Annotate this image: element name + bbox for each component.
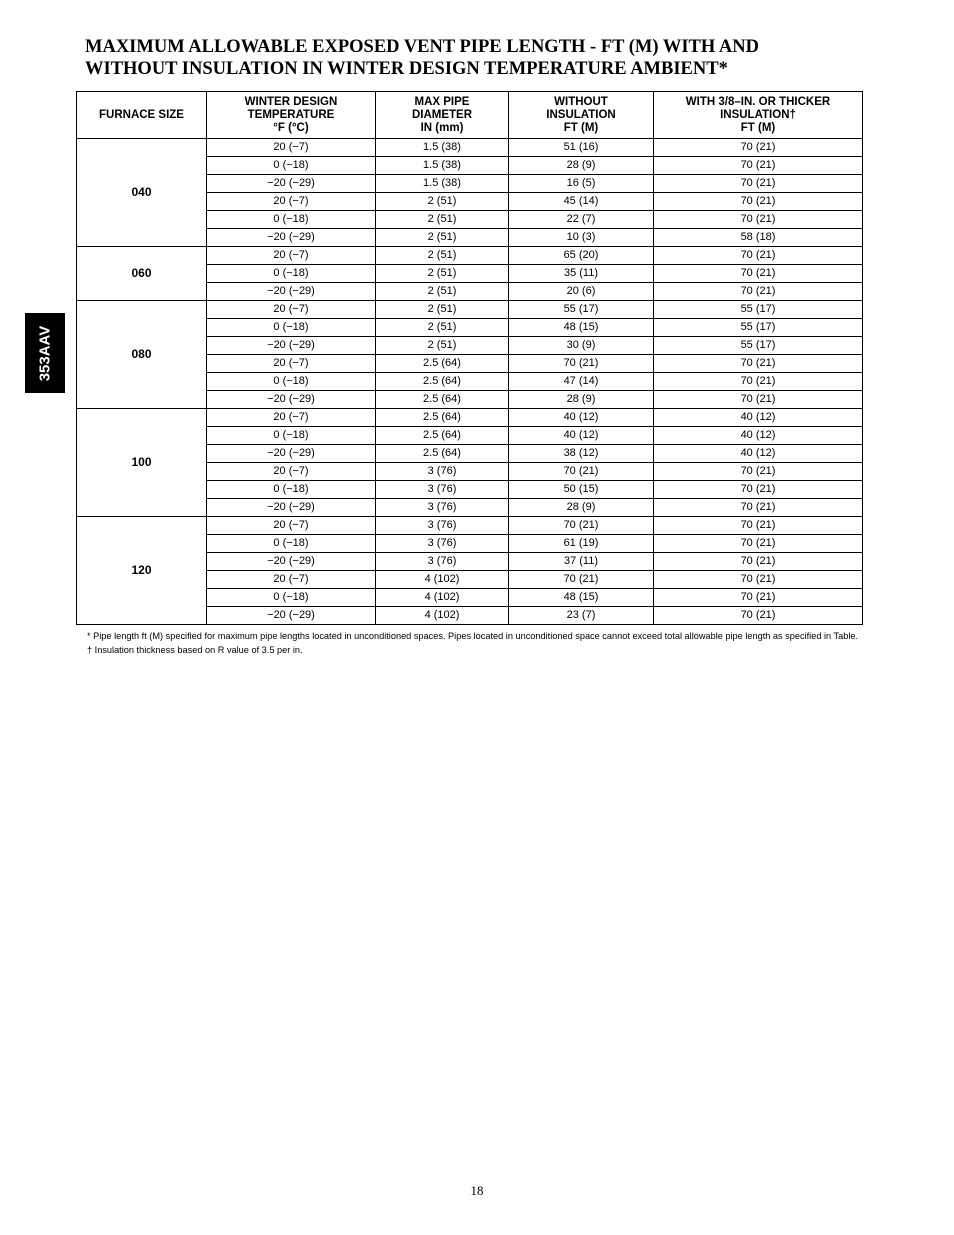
temp-cell: 0 (−18) [207,319,376,337]
with-insulation-cell: 70 (21) [654,499,863,517]
with-insulation-cell: 70 (21) [654,463,863,481]
temp-cell: −20 (−29) [207,337,376,355]
title-line-1: MAXIMUM ALLOWABLE EXPOSED VENT PIPE LENGTH - FT (M) WITH AND [85,37,759,57]
without-insulation-cell: 16 (5) [509,175,654,193]
temp-cell: 20 (−7) [207,301,376,319]
with-insulation-cell: 70 (21) [654,211,863,229]
diameter-cell: 1.5 (38) [376,157,509,175]
temp-cell: −20 (−29) [207,607,376,625]
without-insulation-cell: 51 (16) [509,139,654,157]
with-insulation-cell: 70 (21) [654,535,863,553]
without-insulation-cell: 23 (7) [509,607,654,625]
diameter-cell: 2 (51) [376,283,509,301]
temp-cell: 0 (−18) [207,481,376,499]
temp-cell: −20 (−29) [207,229,376,247]
temp-cell: 20 (−7) [207,409,376,427]
temp-cell: −20 (−29) [207,391,376,409]
with-insulation-cell: 70 (21) [654,157,863,175]
furnace-size-cell: 060 [77,247,207,301]
furnace-size-cell: 040 [77,139,207,247]
diameter-cell: 2 (51) [376,301,509,319]
with-insulation-cell: 70 (21) [654,355,863,373]
diameter-cell: 3 (76) [376,535,509,553]
temp-cell: 20 (−7) [207,517,376,535]
page-title [85,36,885,80]
with-insulation-cell: 70 (21) [654,481,863,499]
with-insulation-cell: 70 (21) [654,139,863,157]
diameter-cell: 4 (102) [376,571,509,589]
diameter-cell: 2 (51) [376,247,509,265]
without-insulation-cell: 28 (9) [509,157,654,175]
temp-cell: 20 (−7) [207,139,376,157]
temp-cell: 0 (−18) [207,211,376,229]
with-insulation-cell: 70 (21) [654,193,863,211]
header-with-insulation: WITH 3/8–IN. OR THICKER INSULATION† FT (M) [654,92,863,139]
page-number: 18 [470,1183,484,1198]
diameter-cell: 2.5 (64) [376,427,509,445]
temp-cell: 0 (−18) [207,535,376,553]
table-row [77,301,863,319]
with-insulation-cell: 55 (17) [654,337,863,355]
vent-pipe-length-table [76,91,863,625]
temp-cell: −20 (−29) [207,445,376,463]
diameter-cell: 4 (102) [376,589,509,607]
with-insulation-cell: 70 (21) [654,373,863,391]
without-insulation-cell: 28 (9) [509,499,654,517]
header-without-insulation: WITHOUT INSULATION FT (M) [509,92,654,139]
without-insulation-cell: 70 (21) [509,355,654,373]
without-insulation-cell: 20 (6) [509,283,654,301]
diameter-cell: 2 (51) [376,319,509,337]
with-insulation-cell: 70 (21) [654,265,863,283]
diameter-cell: 3 (76) [376,499,509,517]
diameter-cell: 4 (102) [376,607,509,625]
diameter-cell: 3 (76) [376,463,509,481]
table-header-row [77,92,863,139]
table-row [77,409,863,427]
temp-cell: 20 (−7) [207,193,376,211]
temp-cell: 0 (−18) [207,589,376,607]
with-insulation-cell: 70 (21) [654,553,863,571]
without-insulation-cell: 37 (11) [509,553,654,571]
with-insulation-cell: 58 (18) [654,229,863,247]
title-line-2: WITHOUT INSULATION IN WINTER DESIGN TEMPERATURE AMBIENT* [85,59,728,79]
with-insulation-cell: 70 (21) [654,571,863,589]
with-insulation-cell: 70 (21) [654,175,863,193]
table-row [77,517,863,535]
with-insulation-cell: 40 (12) [654,445,863,463]
without-insulation-cell: 10 (3) [509,229,654,247]
temp-cell: 20 (−7) [207,247,376,265]
without-insulation-cell: 70 (21) [509,463,654,481]
diameter-cell: 1.5 (38) [376,175,509,193]
without-insulation-cell: 38 (12) [509,445,654,463]
diameter-cell: 3 (76) [376,553,509,571]
diameter-cell: 2.5 (64) [376,373,509,391]
without-insulation-cell: 70 (21) [509,517,654,535]
with-insulation-cell: 70 (21) [654,283,863,301]
without-insulation-cell: 22 (7) [509,211,654,229]
with-insulation-cell: 55 (17) [654,301,863,319]
temp-cell: 0 (−18) [207,373,376,391]
without-insulation-cell: 50 (15) [509,481,654,499]
header-winter-design-temp: WINTER DESIGN TEMPERATURE °F (°C) [207,92,376,139]
diameter-cell: 2.5 (64) [376,355,509,373]
diameter-cell: 2 (51) [376,265,509,283]
with-insulation-cell: 40 (12) [654,427,863,445]
model-side-tab-label: 353AAV [36,325,54,381]
without-insulation-cell: 40 (12) [509,409,654,427]
temp-cell: −20 (−29) [207,175,376,193]
without-insulation-cell: 47 (14) [509,373,654,391]
with-insulation-cell: 70 (21) [654,607,863,625]
diameter-cell: 3 (76) [376,481,509,499]
footnote-dagger: † Insulation thickness based on R value of 3.5 per in. [87,645,303,655]
diameter-cell: 2 (51) [376,211,509,229]
furnace-size-cell: 080 [77,301,207,409]
footnotes [87,631,867,659]
without-insulation-cell: 70 (21) [509,571,654,589]
with-insulation-cell: 70 (21) [654,589,863,607]
footnote-asterisk: * Pipe length ft (M) specified for maximum pipe lengths located in unconditioned spaces. Pipes located in unconditioned space cannot exceed total allowable pipe length as specified in Table. [87,631,859,641]
with-insulation-cell: 40 (12) [654,409,863,427]
without-insulation-cell: 40 (12) [509,427,654,445]
header-furnace-size: FURNACE SIZE [77,92,207,139]
furnace-size-cell: 100 [77,409,207,517]
table-row [77,139,863,157]
without-insulation-cell: 65 (20) [509,247,654,265]
temp-cell: 0 (−18) [207,265,376,283]
model-side-tab [25,313,65,393]
diameter-cell: 2 (51) [376,229,509,247]
without-insulation-cell: 48 (15) [509,589,654,607]
diameter-cell: 3 (76) [376,517,509,535]
table-row [77,247,863,265]
without-insulation-cell: 48 (15) [509,319,654,337]
diameter-cell: 2.5 (64) [376,409,509,427]
without-insulation-cell: 35 (11) [509,265,654,283]
temp-cell: 0 (−18) [207,157,376,175]
table-body [77,139,863,625]
with-insulation-cell: 70 (21) [654,391,863,409]
diameter-cell: 2.5 (64) [376,391,509,409]
without-insulation-cell: 28 (9) [509,391,654,409]
header-max-pipe-diameter: MAX PIPE DIAMETER IN (mm) [376,92,509,139]
temp-cell: −20 (−29) [207,499,376,517]
furnace-size-cell: 120 [77,517,207,625]
without-insulation-cell: 55 (17) [509,301,654,319]
temp-cell: 0 (−18) [207,427,376,445]
temp-cell: 20 (−7) [207,571,376,589]
diameter-cell: 2 (51) [376,193,509,211]
without-insulation-cell: 30 (9) [509,337,654,355]
with-insulation-cell: 70 (21) [654,517,863,535]
without-insulation-cell: 61 (19) [509,535,654,553]
temp-cell: 20 (−7) [207,463,376,481]
temp-cell: −20 (−29) [207,553,376,571]
with-insulation-cell: 55 (17) [654,319,863,337]
diameter-cell: 1.5 (38) [376,139,509,157]
with-insulation-cell: 70 (21) [654,247,863,265]
without-insulation-cell: 45 (14) [509,193,654,211]
diameter-cell: 2 (51) [376,337,509,355]
temp-cell: 20 (−7) [207,355,376,373]
temp-cell: −20 (−29) [207,283,376,301]
diameter-cell: 2.5 (64) [376,445,509,463]
